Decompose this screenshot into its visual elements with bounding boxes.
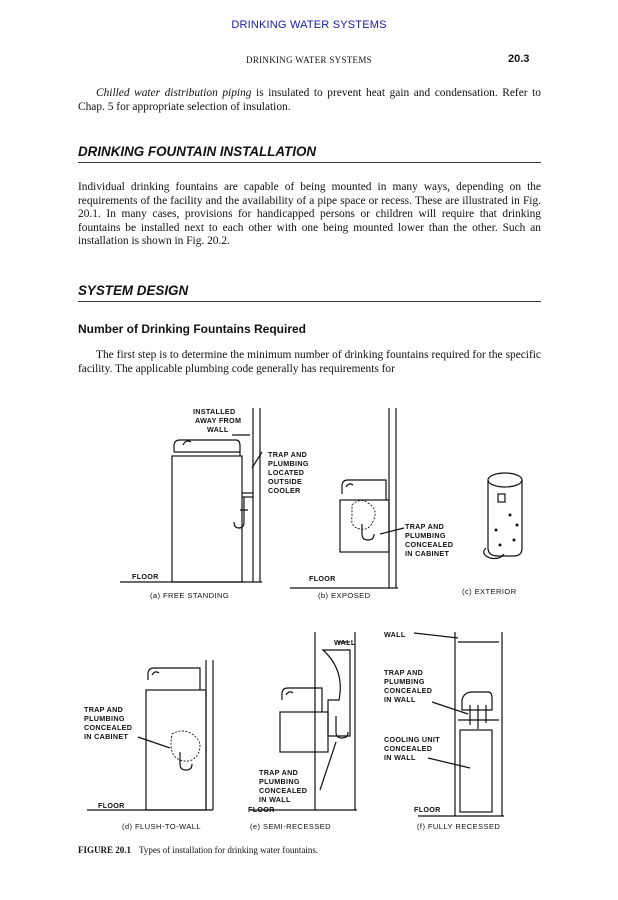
label-trap-a-5: COOLER (268, 486, 301, 495)
section-heading-installation: DRINKING FOUNTAIN INSTALLATION (78, 144, 541, 163)
label-trap-d-2: PLUMBING (84, 714, 125, 723)
figure-caption-text: Types of installation for drinking water fountains. (139, 845, 319, 855)
label-trap-e-2: PLUMBING (259, 777, 300, 786)
label-trap-f-1: TRAP AND (384, 668, 424, 677)
diagram-exposed (290, 408, 404, 588)
label-trap-d-4: IN CABINET (84, 732, 129, 741)
label-cooling-3: IN WALL (384, 753, 416, 762)
label-trap-d-1: TRAP AND (84, 705, 124, 714)
label-trap-f-4: IN WALL (384, 695, 416, 704)
intro-italic: Chilled water distribution piping (96, 87, 252, 99)
label-trap-d-3: CONCEALED (84, 723, 133, 732)
system-design-paragraph: The first step is to determine the minimum number of drinking fountains required for the specific facility. The applicable plumbing code generally has requirements for (78, 349, 541, 375)
subcaption-a: (a) FREE STANDING (150, 591, 230, 600)
label-trap-e-1: TRAP AND (259, 768, 299, 777)
label-trap-e-3: CONCEALED (259, 786, 308, 795)
subcaption-c: (c) EXTERIOR (462, 587, 517, 596)
figure-caption (78, 845, 318, 855)
label-trap-f-2: PLUMBING (384, 677, 425, 686)
label-trap-b-2: PLUMBING (405, 531, 446, 540)
label-cooling-1: COOLING UNIT (384, 735, 440, 744)
label-trap-a-1: TRAP AND (268, 450, 308, 459)
label-installed-3: WALL (207, 425, 229, 434)
diagram-free-standing (120, 408, 262, 582)
diagram-exterior (484, 473, 522, 559)
subheading-number-required: Number of Drinking Fountains Required (78, 322, 307, 336)
figure-caption-label: FIGURE 20.1 (78, 845, 132, 855)
label-trap-b-3: CONCEALED (405, 540, 454, 549)
subcaption-e: (e) SEMI-RECESSED (250, 822, 332, 831)
label-trap-a-3: LOCATED (268, 468, 305, 477)
section-heading-system-design: SYSTEM DESIGN (78, 283, 541, 302)
running-head: DRINKING WATER SYSTEMS (246, 55, 372, 65)
diagram-fully-recessed (414, 632, 504, 816)
label-trap-e-4: IN WALL (259, 795, 291, 804)
label-floor-b: FLOOR (309, 574, 336, 583)
label-trap-b-1: TRAP AND (405, 522, 445, 531)
label-floor-a: FLOOR (132, 572, 159, 581)
label-trap-a-2: PLUMBING (268, 459, 309, 468)
label-cooling-2: CONCEALED (384, 744, 433, 753)
label-trap-a-4: OUTSIDE (268, 477, 303, 486)
label-floor-e: FLOOR (248, 805, 275, 814)
page-number: 20.3 (508, 53, 530, 65)
intro-text: is insulated to prevent heat gain and condensation. Refer to Chap. 5 for appropriate selection of insulation. (78, 87, 541, 113)
label-wall-f: WALL (384, 630, 406, 639)
intro-paragraph (78, 87, 541, 114)
label-trap-f-3: CONCEALED (384, 686, 433, 695)
subcaption-f: (f) FULLY RECESSED (417, 822, 501, 831)
label-installed-2: AWAY FROM (195, 416, 242, 425)
subcaption-b: (b) EXPOSED (318, 591, 371, 600)
label-wall-e: WALL (334, 638, 356, 647)
banner-title: DRINKING WATER SYSTEMS (231, 19, 387, 31)
label-installed-1: INSTALLED (193, 407, 236, 416)
subcaption-d: (d) FLUSH-TO-WALL (122, 822, 201, 831)
figure-20-1 (0, 395, 618, 840)
label-floor-d: FLOOR (98, 801, 125, 810)
installation-paragraph: Individual drinking fountains are capable of being mounted in many ways, depending on the requirements of the facility and the availability of a pipe space or recess. These are illustrated in Fig. 20.1. In many cases, provisions for handicapped persons or children will require that drinking fountains be installed next to each other with one being mounted lower than the other. Such an installation is shown in Fig. 20.2. (78, 181, 541, 248)
label-floor-f: FLOOR (414, 805, 441, 814)
label-trap-b-4: IN CABINET (405, 549, 450, 558)
